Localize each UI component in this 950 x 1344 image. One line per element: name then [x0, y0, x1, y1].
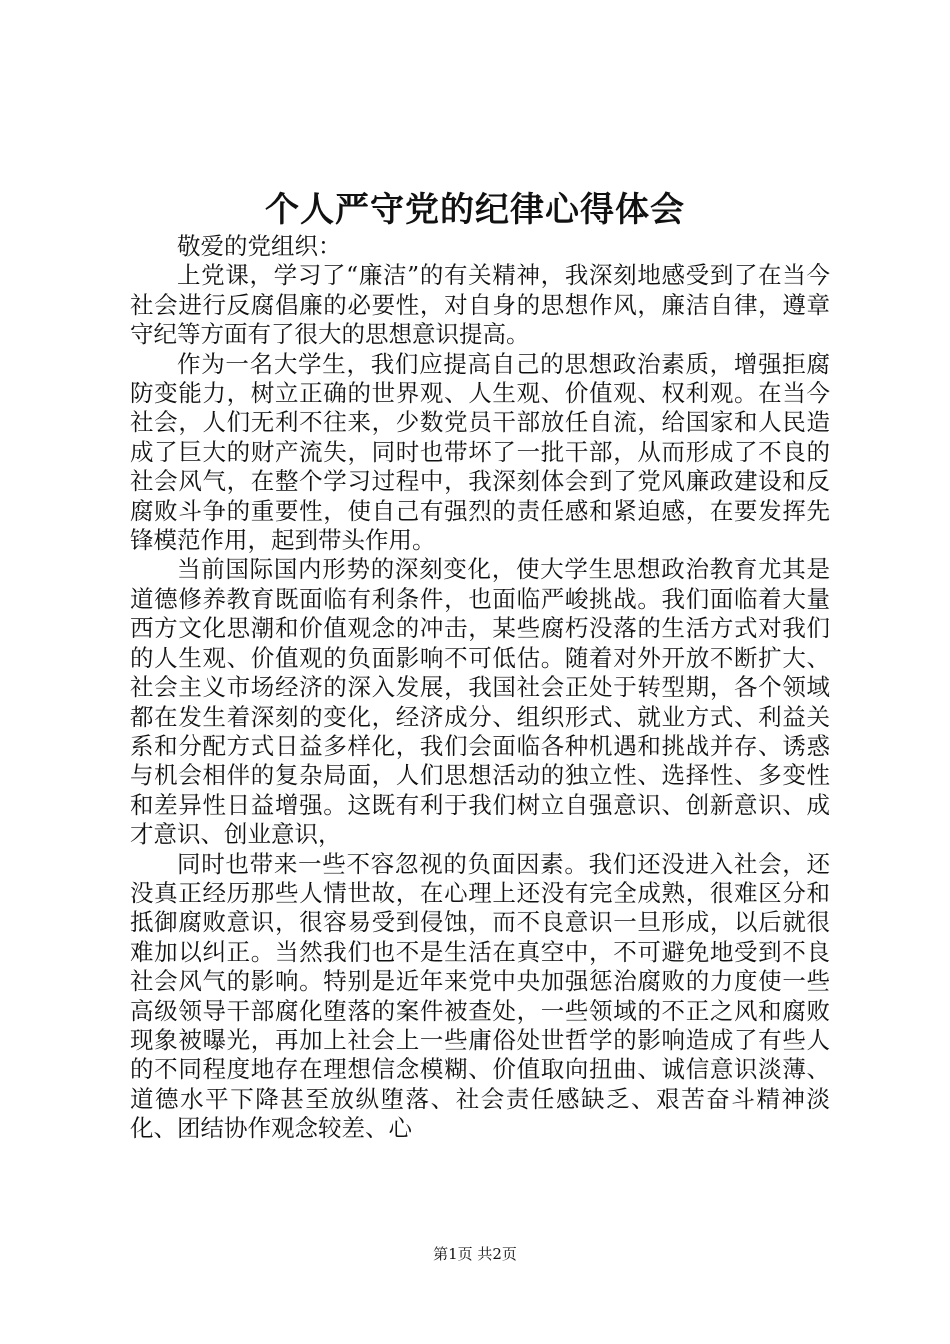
salutation: 敬爱的党组织： [177, 232, 342, 260]
document-title: 个人严守党的纪律心得体会 [265, 190, 685, 230]
paragraph-1: 上党课，学习了“廉洁”的有关精神，我深刻地感受到了在当今社会进行反腐倡廉的必要性，对自身的思想作风，廉洁自律，遵章守纪等方面有了很大的思想意识提高。 [130, 261, 830, 349]
page-number-footer: 第1页 共2页 [433, 1245, 517, 1263]
paragraph-2: 作为一名大学生，我们应提高自己的思想政治素质，增强拒腐防变能力，树立正确的世界观、人生观、价值观、权利观。在当今社会，人们无利不往来，少数党员干部放任自流，给国家和人民造成了巨大的财产流失，同时也带坏了一批干部，从而形成了不良的社会风气，在整个学习过程中，我深刻体会到了党风廉政建设和反腐败斗争的重要性，使自己有强烈的责任感和紧迫感，在要发挥先锋模范作用，起到带头作用。 [130, 349, 830, 555]
document-body [130, 232, 830, 1144]
paragraph-3: 当前国际国内形势的深刻变化，使大学生思想政治教育尤其是道德修养教育既面临有利条件，也面临严峻挑战。我们面临着大量西方文化思潮和价值观念的冲击，某些腐朽没落的生活方式对我们的人生观、价值观的负面影响不可低估。随着对外开放不断扩大、社会主义市场经济的深入发展，我国社会正处于转型期，各个领域都在发生着深刻的变化，经济成分、组织形式、就业方式、利益关系和分配方式日益多样化，我们会面临各种机遇和挑战并存、诱惑与机会相伴的复杂局面，人们思想活动的独立性、选择性、多变性和差异性日益增强。这既有利于我们树立自强意识、创新意识、成才意识、创业意识， [130, 555, 830, 849]
paragraph-4: 同时也带来一些不容忽视的负面因素。我们还没进入社会，还没真正经历那些人情世故，在心理上还没有完全成熟，很难区分和抵御腐败意识，很容易受到侵蚀，而不良意识一旦形成，以后就很难加以纠正。当然我们也不是生活在真空中，不可避免地受到不良社会风气的影响。特别是近年来党中央加强惩治腐败的力度使一些高级领导干部腐化堕落的案件被查处，一些领域的不正之风和腐败现象被曝光，再加上社会上一些庸俗处世哲学的影响造成了有些人的不同程度地存在理想信念模糊、价值取向扭曲、诚信意识淡薄、道德水平下降甚至放纵堕落、社会责任感缺乏、艰苦奋斗精神淡化、团结协作观念较差、心 [130, 849, 830, 1143]
